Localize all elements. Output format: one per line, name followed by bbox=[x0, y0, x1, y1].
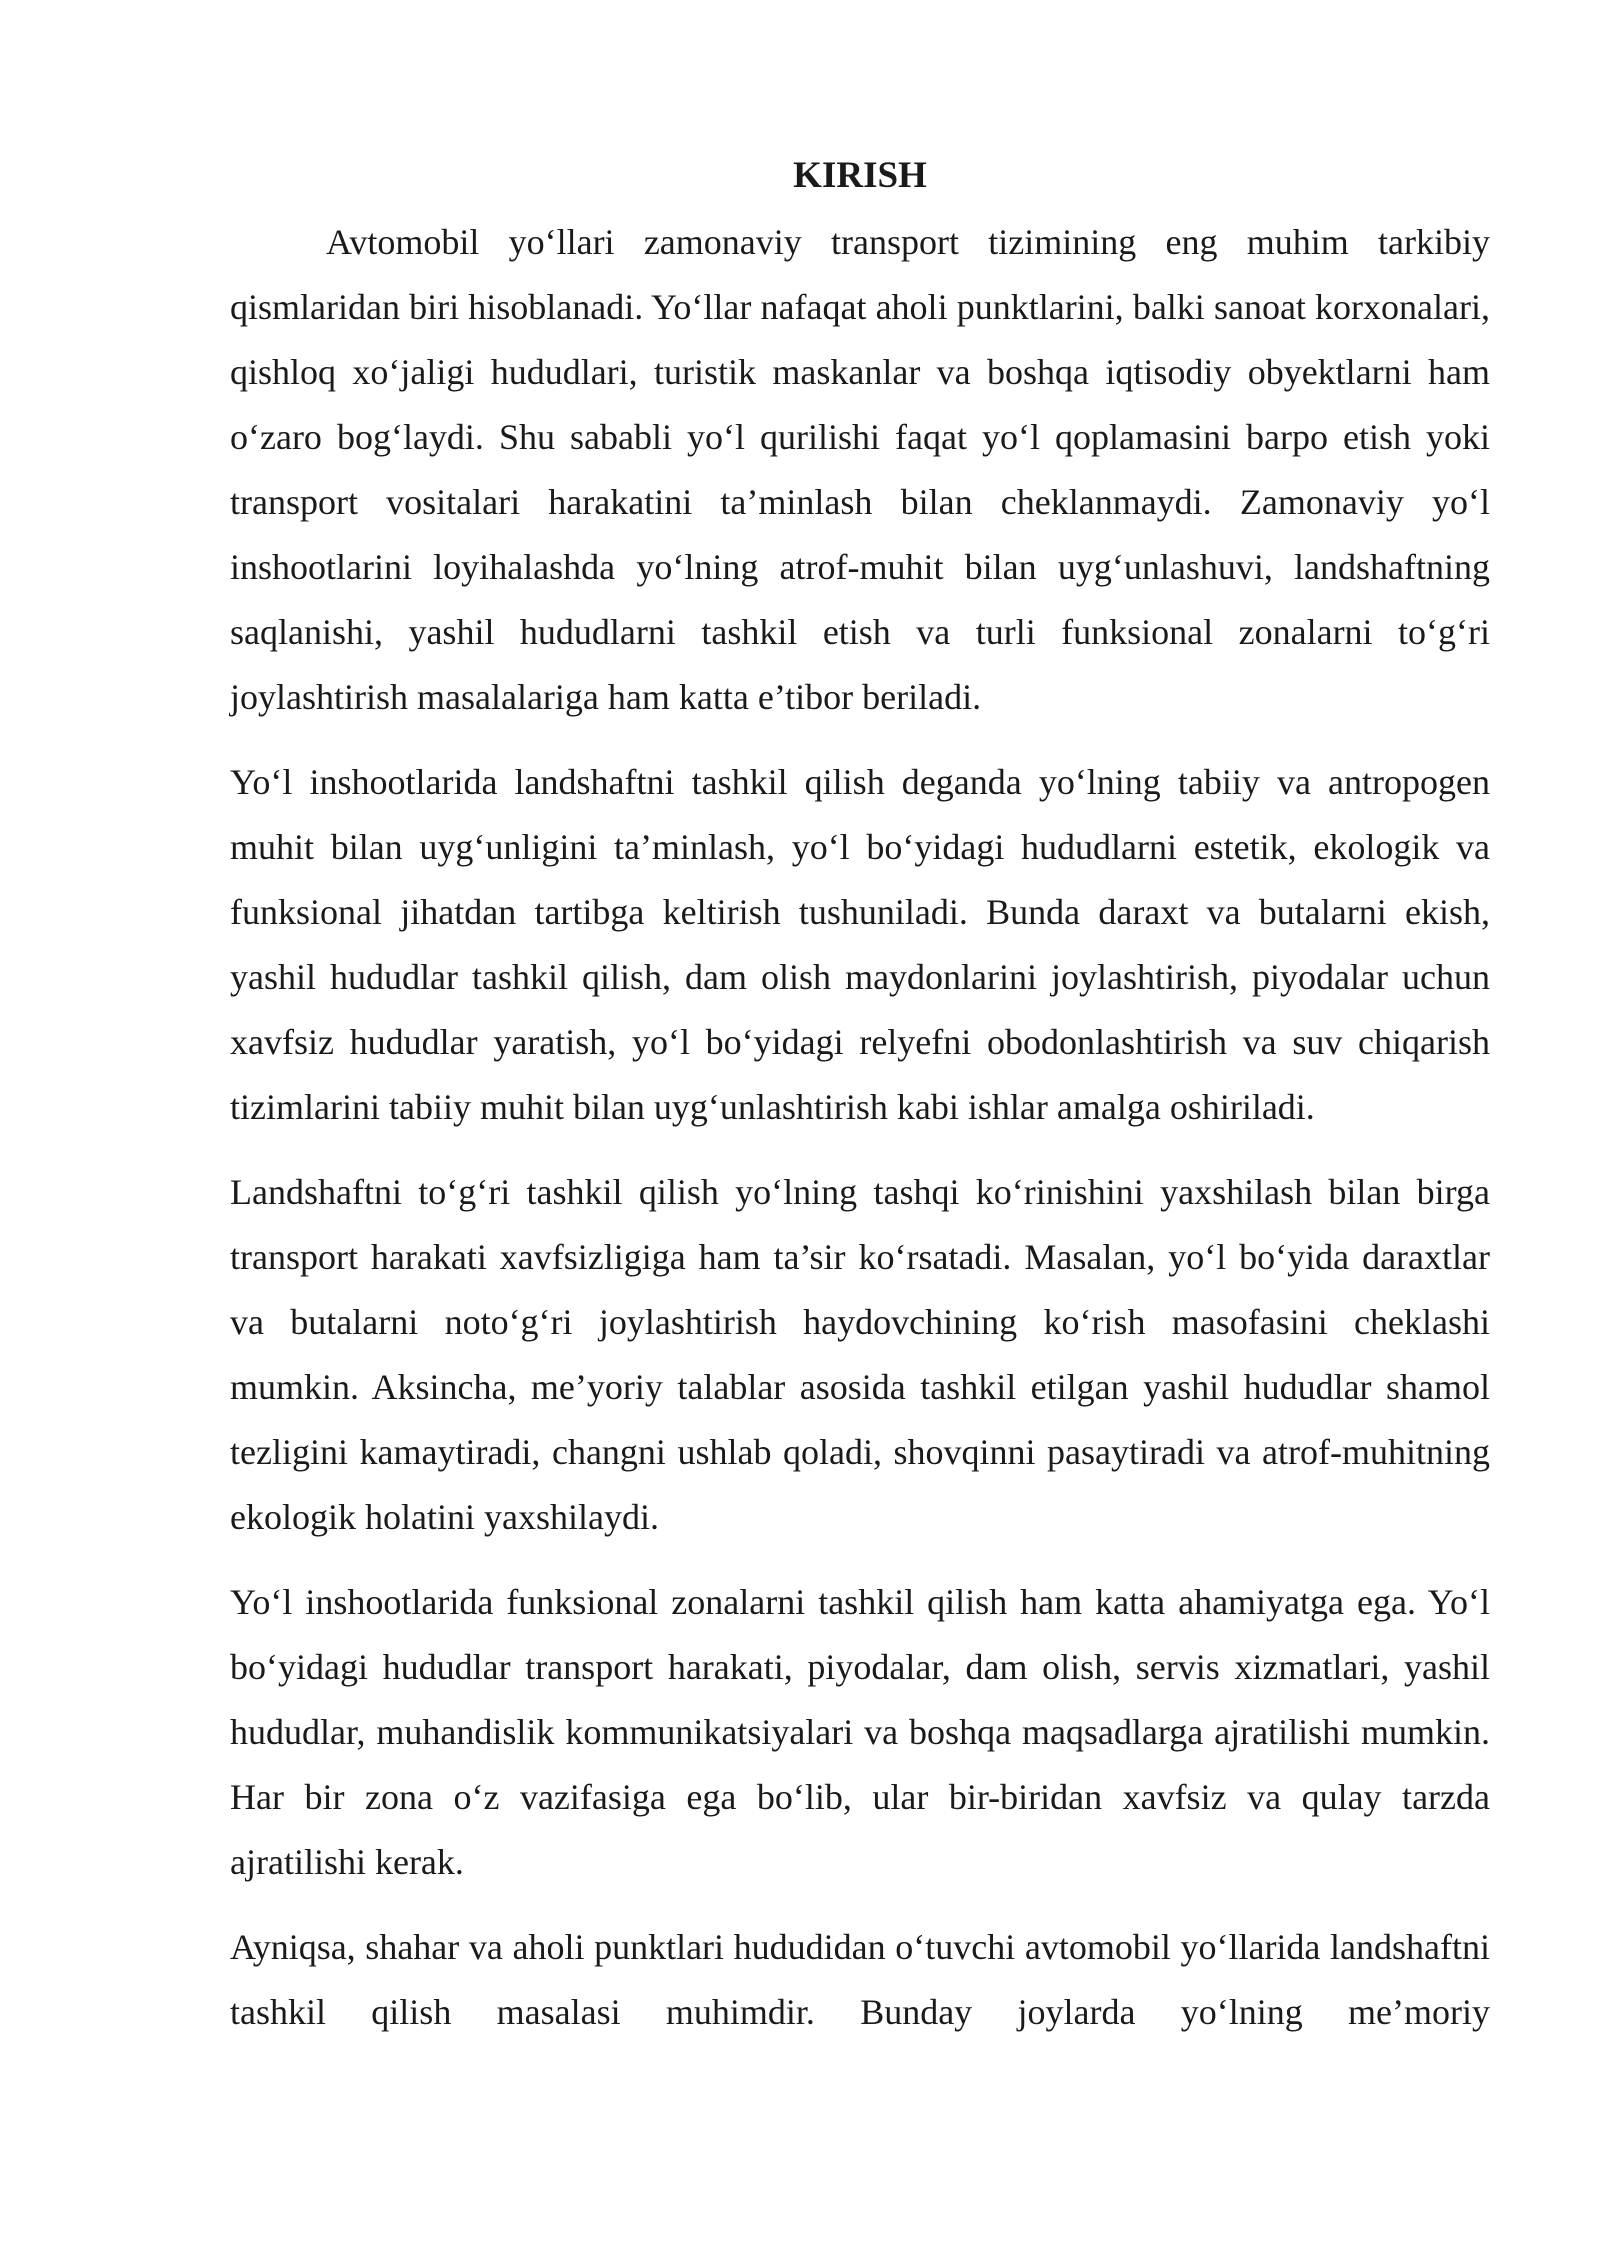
paragraph-3: Landshaftni to‘g‘ri tashkil qilish yo‘lning tashqi ko‘rinishini yaxshilash bilan birga transport harakati xavfsizligiga ham ta’sir ko‘rsatadi. Masalan, yo‘l bo‘yida daraxtlar va butalarni noto‘g‘ri joylashtirish haydovchining ko‘rish masofasini cheklashi mumkin. Aksincha, me’yoriy talablar asosida tashkil etilgan yashil hududlar shamol tezligini kamaytiradi, changni ushlab qoladi, shovqinni pasaytiradi va atrof-muhitning ekologik holatini yaxshilaydi. bbox=[230, 1172, 1490, 1537]
paragraph-5: Ayniqsa, shahar va aholi punktlari hududidan o‘tuvchi avtomobil yo‘llarida landshaftni tashkil qilish masalasi muhimdir. Bunday joylarda yo‘lning me’moriy bbox=[230, 1927, 1490, 2032]
document-body bbox=[230, 150, 1490, 2045]
paragraph-1: Avtomobil yo‘llari zamonaviy transport tizimining eng muhim tarkibiy qismlaridan biri hisoblanadi. Yo‘llar nafaqat aholi punktlarini, balki sanoat korxonalari, qishloq xo‘jaligi hududlari, turistik maskanlar va boshqa iqtisodiy obyektlarni ham o‘zaro bog‘laydi. Shu sababli yo‘l qurilishi faqat yo‘l qoplamasini barpo etish yoki transport vositalari harakatini ta’minlash bilan cheklanmaydi. Zamonaviy yo‘l inshootlarini loyihalashda yo‘lning atrof-muhit bilan uyg‘unlashuvi, landshaftning saqlanishi, yashil hududlarni tashkil etish va turli funksional zonalarni to‘g‘ri joylashtirish masalalariga ham katta e’tibor beriladi. bbox=[230, 222, 1490, 717]
section-title: KIRISH bbox=[793, 155, 927, 196]
paragraph-2: Yo‘l inshootlarida landshaftni tashkil qilish deganda yo‘lning tabiiy va antropogen muhit bilan uyg‘unligini ta’minlash, yo‘l bo‘yidagi hududlarni estetik, ekologik va funksional jihatdan tartibga keltirish tushuniladi. Bunda daraxt va butalarni ekish, yashil hududlar tashkil qilish, dam olish maydonlarini joylashtirish, piyodalar uchun xavfsiz hududlar yaratish, yo‘l bo‘yidagi relyefni obodonlashtirish va suv chiqarish tizimlarini tabiiy muhit bilan uyg‘unlashtirish kabi ishlar amalga oshiriladi. bbox=[230, 762, 1490, 1127]
paragraph-4: Yo‘l inshootlarida funksional zonalarni tashkil qilish ham katta ahamiyatga ega. Yo‘l bo‘yidagi hududlar transport harakati, piyodalar, dam olish, servis xizmatlari, yashil hududlar, muhandislik kommunikatsiyalari va boshqa maqsadlarga ajratilishi mumkin. Har bir zona o‘z vazifasiga ega bo‘lib, ular bir-biridan xavfsiz va qulay tarzda ajratilishi kerak. bbox=[230, 1582, 1490, 1882]
